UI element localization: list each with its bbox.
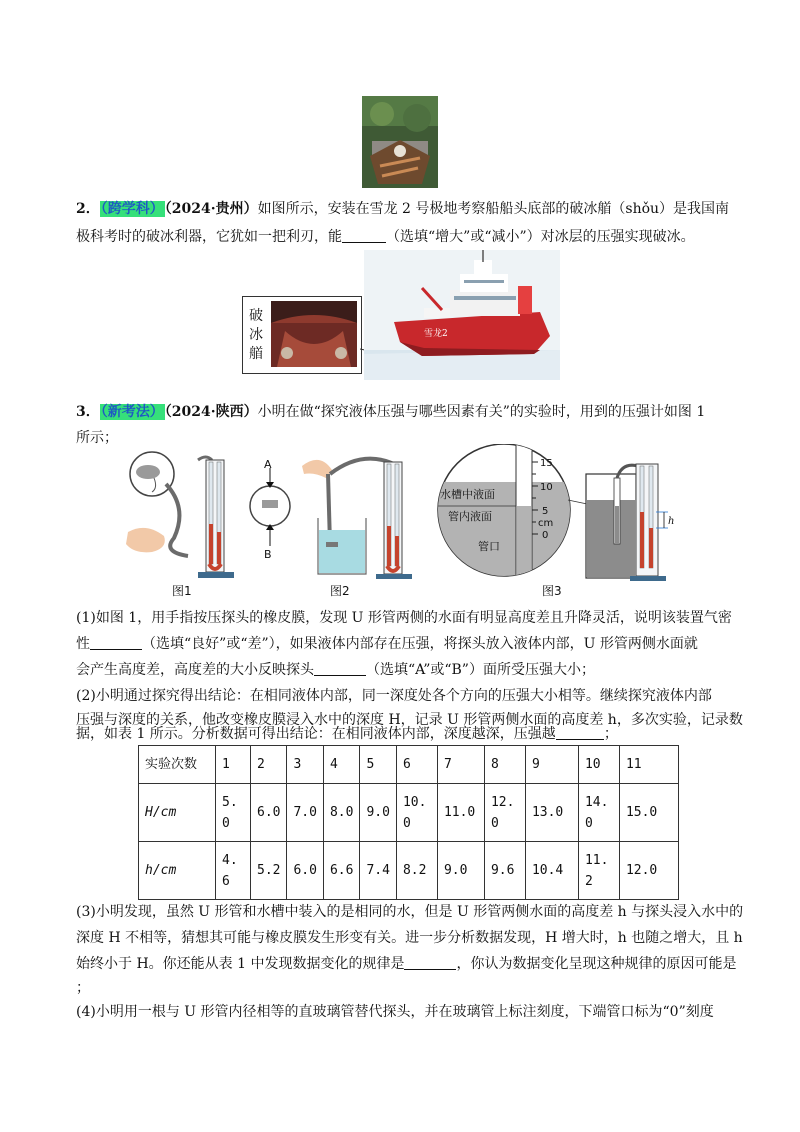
table-header-cell: 5 <box>360 746 396 784</box>
q3-p3-line2: 深度 H 不相等，猜想其可能与橡皮膜发生形变有关。进一步分析数据发现，H 增大时，h 也随之增大，且 h <box>76 930 743 946</box>
table-cell: 10. 0 <box>396 784 437 842</box>
q3-p2-line2: 压强与深度的关系，他改变橡皮膜浸入水中的深度 H，记录 U 形管两侧水面的高度差 h，多次实验，记录数 <box>76 712 743 728</box>
table-cell: 8.2 <box>396 842 437 900</box>
table-header-cell: 9 <box>525 746 578 784</box>
table-cell: 9.0 <box>437 842 484 900</box>
q3-p1-line1: (1)如图 1，用手指按压探头的橡皮膜，发现 U 形管两侧的水面有明显高度差且升降灵活，说明该装置气密 <box>76 610 732 626</box>
table-cell: 7.0 <box>287 784 323 842</box>
table-cell: 7.4 <box>360 842 396 900</box>
table-cell: 10.4 <box>525 842 578 900</box>
q2-inset-label: 破 冰 艏 <box>249 308 263 362</box>
table-header-cell: 8 <box>484 746 525 784</box>
figure-3-text-trough-level: 水槽中液面 <box>440 488 495 501</box>
table-cell: 6.0 <box>287 842 323 900</box>
q2-text-2b: （选填“增大”或“减小”）对冰层的压强实现破冰。 <box>386 229 695 245</box>
figure-3-text-tube-level: 管内液面 <box>448 510 492 523</box>
q2-inset-figure <box>242 296 362 374</box>
table-cell: 11. 2 <box>578 842 619 900</box>
table-header-cell: 3 <box>287 746 323 784</box>
table-cell: 5.2 <box>251 842 287 900</box>
q3-number: 3． <box>76 404 100 420</box>
table-cell: 13.0 <box>525 784 578 842</box>
table-header-cell: 4 <box>323 746 359 784</box>
top-photo <box>362 96 438 188</box>
q3-line1 <box>76 398 705 426</box>
table-cell: 11.0 <box>437 784 484 842</box>
table-cell: 12. 0 <box>484 784 525 842</box>
table-cell: 8.0 <box>323 784 359 842</box>
table-header-cell: 2 <box>251 746 287 784</box>
figure-2-point-a: A <box>264 458 272 471</box>
table-cell: 6.6 <box>323 842 359 900</box>
data-table <box>138 745 679 900</box>
table-cell: 15.0 <box>619 784 678 842</box>
table-cell: 12.0 <box>619 842 678 900</box>
q3-text-2: 所示； <box>76 430 118 446</box>
q3-p3-blank[interactable] <box>404 953 456 970</box>
table-cell: 9.0 <box>360 784 396 842</box>
table-row <box>139 784 679 842</box>
figure-2-point-b: B <box>264 548 272 561</box>
table-header-cell: 6 <box>396 746 437 784</box>
q3-p1-line3: 会产生高度差，高度差的大小反映探头 （选填“A”或“B”）面所受压强大小； <box>76 656 595 684</box>
figure-3-tick-15: 15 <box>540 458 553 469</box>
q2-line2 <box>76 223 695 251</box>
figure-3-h: h <box>668 516 675 527</box>
figure-1 <box>118 448 238 580</box>
table-row <box>139 842 679 900</box>
table-row-label: H/cm <box>139 784 216 842</box>
figure-3-unit: cm <box>538 518 554 529</box>
q2-line1 <box>76 195 729 223</box>
q3-p2-line3: 据，如表 1 所示。分析数据可得出结论：在相同液体内部，深度越深，压强越 ； <box>76 720 618 748</box>
q3-p2-line1: (2)小明通过探究得出结论：在相同液体内部，同一深度处各个方向的压强大小相等。继续探究液体内部 <box>76 688 712 704</box>
q3-tag: （新考法） <box>100 404 164 420</box>
q3-source: （2024·陕西） <box>164 404 258 420</box>
table-row-label: h/cm <box>139 842 216 900</box>
q2-text-1: 如图所示，安装在雪龙 2 号极地考察船船头底部的破冰艏（shǒu）是我国南 <box>257 201 730 217</box>
table-cell: 4. 6 <box>216 842 251 900</box>
q3-line2 <box>76 424 118 452</box>
q2-text-2a: 极科考时的破冰利器，它犹如一把利刃，能 <box>76 229 342 245</box>
table-header-row <box>139 746 679 784</box>
icebreaker-ship-photo <box>364 250 560 380</box>
icebreaker-bow-photo <box>271 301 357 367</box>
q3-p1-blank-1[interactable] <box>90 633 142 650</box>
q2-tag: （跨学科） <box>100 201 164 217</box>
q3-p3-line3: 始终小于 H。你还能从表 1 中发现数据变化的规律是 ，你认为数据变化呈现这种规律的原因可能是 <box>76 950 736 978</box>
q3-p1-blank-2[interactable] <box>314 659 366 676</box>
q2-source: （2024·贵州） <box>164 201 258 217</box>
figure-3 <box>432 444 692 584</box>
figure-2 <box>244 448 424 580</box>
table-header-cell: 7 <box>437 746 484 784</box>
figure-1-label: 图1 <box>172 584 192 598</box>
figure-3-tick-0: 0 <box>542 530 549 541</box>
table-header-cell: 11 <box>619 746 678 784</box>
table-header-cell: 10 <box>578 746 619 784</box>
q3-p3-line4: ； <box>76 980 90 996</box>
table-cell: 14. 0 <box>578 784 619 842</box>
q3-p2-blank[interactable] <box>556 723 604 740</box>
figure-3-label: 图3 <box>542 584 562 598</box>
figure-3-text-tube-mouth: 管口 <box>478 540 500 553</box>
q2-answer-blank[interactable] <box>342 226 386 243</box>
figure-3-tick-10: 10 <box>540 482 553 493</box>
figure-2-label: 图2 <box>330 584 350 598</box>
table-header-cell: 1 <box>216 746 251 784</box>
q3-p1-line2: 性 （选填“良好”或“差”），如果液体内部存在压强，将探头放入液体内部，U 形管两侧水面就 <box>76 630 698 658</box>
table-cell: 6.0 <box>251 784 287 842</box>
figure-3-tick-5: 5 <box>542 506 549 517</box>
table-cell: 5. 0 <box>216 784 251 842</box>
q3-p4-line1: (4)小明用一根与 U 形管内径相等的直玻璃管替代探头，并在玻璃管上标注刻度，下端管口标为“0”刻度 <box>76 1004 714 1020</box>
q2-number: 2． <box>76 201 100 217</box>
q3-p3-line1: (3)小明发现，虽然 U 形管和水槽中装入的是相同的水，但是 U 形管两侧水面的高度差 h 与探头浸入水中的 <box>76 904 744 920</box>
q3-text-1: 小明在做“探究液体压强与哪些因素有关”的实验时，用到的压强计如图 1 <box>257 404 706 420</box>
ship-name-text: 雪龙2 <box>424 329 448 339</box>
table-header-cell: 实验次数 <box>139 746 216 784</box>
table-cell: 9.6 <box>484 842 525 900</box>
